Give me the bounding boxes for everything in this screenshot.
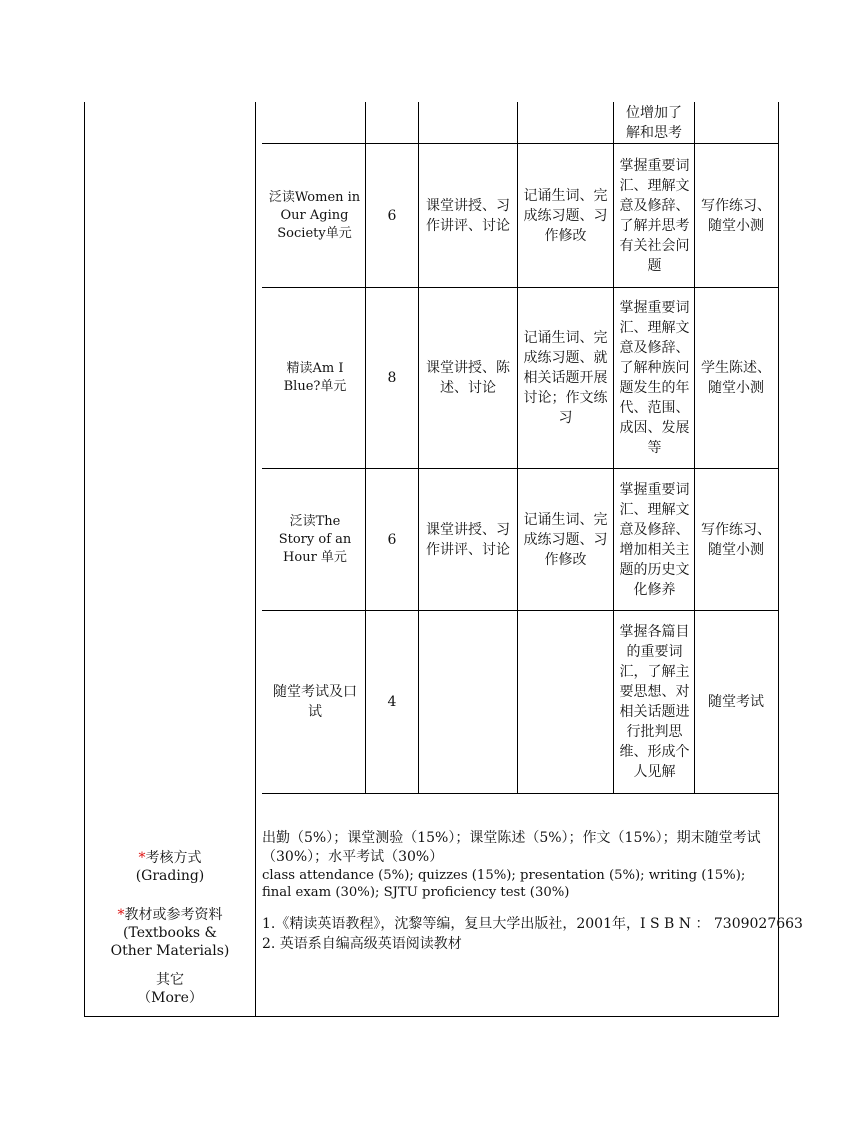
table-cell-hours: 6 [387,207,397,224]
grading-label-en: (Grading) [135,868,205,884]
table-cell-student [520,611,611,793]
materials-line-1: 1.《精读英语教程》，沈黎等编，复旦大学出版社，2001年，I S B N ： 7309027663 [262,916,803,932]
table-cell-teaching: 课堂讲授、陈述、讨论 [426,360,510,396]
table-cell-teaching: 课堂讲授、习作讲评、讨论 [426,197,510,234]
table-cell-assessment: 随堂考试 [708,694,764,710]
table-cell-content: 泛读Women in Our Aging Society单元 [268,189,361,241]
table-cell-assessment: 学生陈述、随堂小测 [701,360,771,396]
table-cell-hours: 8 [387,370,397,386]
grading-label-cn: 考核方式 [145,850,202,866]
grading-text-en: class attendance (5%); quizzes (15%); presentation (5%); writing (15%); final exam (30%); SJTU proficiency test (30%) [262,868,746,900]
table-cell-goal: 掌握重要词汇、理解文意及修辞、了解种族问题发生的年代、范围、成因、发展等 [619,300,690,456]
table-cell-goal: 位增加了 解和思考 [626,104,682,141]
table-cell-content: 精读Am I Blue?单元 [283,361,347,394]
required-star: * [117,907,125,923]
divider [517,102,518,793]
divider [418,102,419,793]
table-cell-student: 记诵生词、完成练习题、习作修改 [523,511,608,568]
table-cell-assessment: 写作练习、随堂小测 [701,197,771,234]
materials-label [85,906,255,960]
table-cell-student: 记诵生词、完成练习题、就相关话题开展讨论；作文练习 [523,330,608,426]
more-label-en: （More） [137,990,203,1006]
table-cell-goal: 掌握各篇目的重要词汇，了解主要思想、对相关话题进行批判思维、形成个人见解 [619,624,690,780]
table-cell-goal: 掌握重要词汇、理解文意及修辞、了解并思考有关社会问题 [619,157,690,274]
table-cell-teaching [421,611,515,793]
materials-label-cn: 教材或参考资料 [124,907,223,923]
divider [694,102,695,793]
materials-label-en: (Textbooks & Other Materials) [110,925,230,959]
grading-label [85,849,255,885]
table-cell-goal: 掌握重要词汇、理解文意及修辞、增加相关主题的历史文化修养 [619,481,690,598]
divider [262,793,778,794]
table-cell-assessment: 写作练习、随堂小测 [701,521,771,558]
more-label [85,971,255,1007]
materials-line-2: 2. 英语系自编高级英语阅读教材 [262,936,462,952]
table-cell-teaching: 课堂讲授、习作讲评、讨论 [426,521,510,558]
required-star: * [138,850,146,866]
table-cell-hours: 4 [387,694,397,710]
grading-content [262,829,774,901]
divider [613,102,614,793]
materials-content [262,914,803,954]
table-cell-content: 随堂考试及口试 [273,684,357,720]
grading-text-cn: 出勤（5%）；课堂测验（15%）；课堂陈述（5%）；作文（15%）；期末随堂考试（30%）；水平考试（30%） [262,830,761,865]
more-label-cn: 其它 [156,972,184,988]
table-cell-student: 记诵生词、完成练习题、习作修改 [523,187,608,244]
divider [255,102,256,1017]
table-cell-content: 泛读The Story of an Hour 单元 [278,513,352,565]
table-cell-hours: 6 [387,531,397,548]
